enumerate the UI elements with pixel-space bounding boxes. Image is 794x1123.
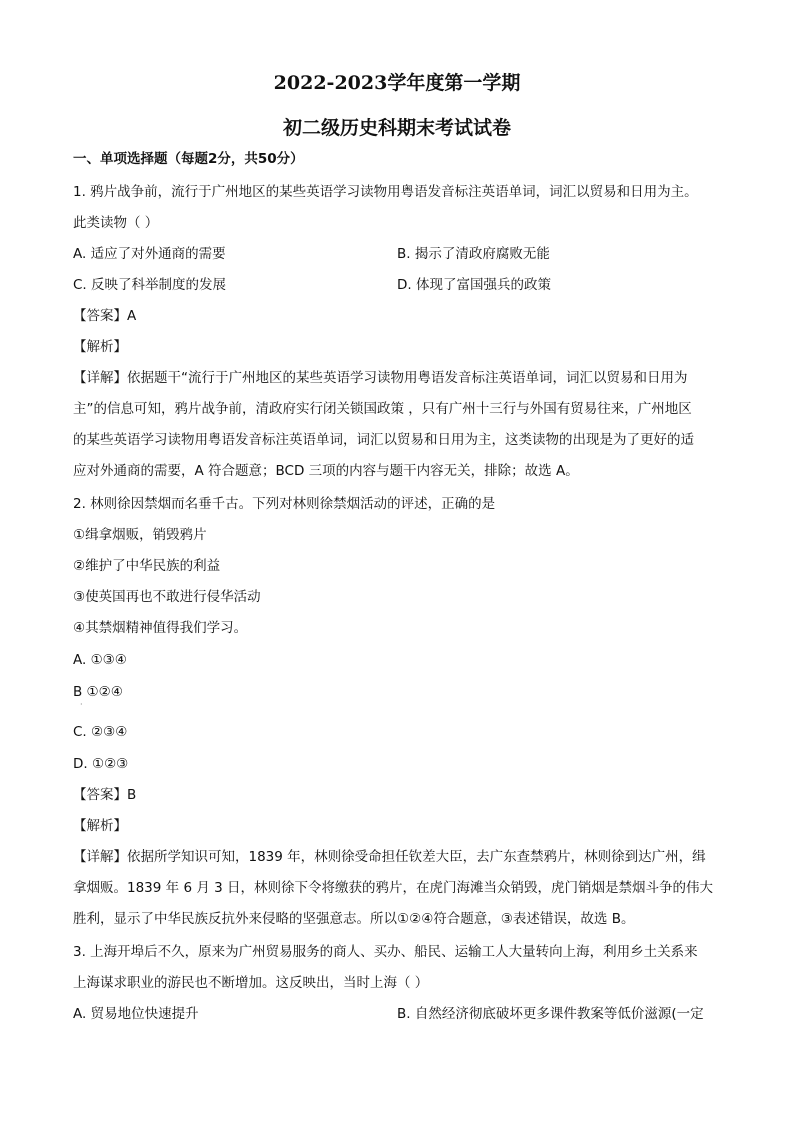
q2-detail-line-1: 【详解】依据所学知识可知，1839 年，林则徐受命担任钦差大臣，去广东查禁鸦片，林则徐到达广州，缉 [73,849,706,865]
q2-option-d: D. ①②③ [73,756,129,772]
q2-item-3: ③使英国再也不敢进行侵华活动 [73,589,261,605]
q1-option-b: B. 揭示了清政府腐败无能 [397,246,550,262]
section-heading: 一、单项选择题（每题2分，共50分） [73,151,304,167]
q2-item-1: ①缉拿烟贩，销毁鸦片 [73,527,207,543]
q2-option-c: C. ②③④ [73,724,128,740]
q1-detail-line-4: 应对外通商的需要，A 符合题意；BCD 三项的内容与题干内容无关，排除；故选 A。 [73,463,579,479]
q1-detail-line-3: 的某些英语学习读物用粤语发音标注英语单词，词汇以贸易和日用为主，这类读物的出现是为了更好的适 [73,432,694,448]
q3-option-a: A. 贸易地位快速提升 [73,1006,199,1022]
q2-item-4: ④其禁烟精神值得我们学习。 [73,620,248,636]
q2-option-a: A. ①③④ [73,652,127,668]
q1-stem-line-1: 1. 鸦片战争前，流行于广州地区的某些英语学习读物用粤语发音标注英语单词，词汇以贸易和日用为主。 [73,184,698,200]
q1-detail-line-2: 主”的信息可知，鸦片战争前，清政府实行闭关锁国政策 ，只有广州十三行与外国有贸易往来，广州地区 [73,401,692,417]
q2-option-b: B ①②④ [73,684,123,700]
q3-stem-line-2: 上海谋求职业的游民也不断增加。这反映出，当时上海（ ） [73,975,429,991]
q2-answer: 【答案】B [73,787,137,803]
q2-item-2: ②维护了中华民族的利益 [73,558,221,574]
title-line-1: 2022-2023学年度第一学期 [273,72,521,94]
q1-detail-line-1: 【详解】依据题干“流行于广州地区的某些英语学习读物用粤语发音标注英语单词，词汇以贸易和日用为 [73,370,688,386]
q1-option-d: D. 体现了富国强兵的政策 [397,277,551,293]
stray-dot: · [80,700,83,709]
q2-analysis-label: 【解析】 [73,818,127,834]
q1-option-a: A. 适应了对外通商的需要 [73,246,226,262]
q3-stem-line-1: 3. 上海开埠后不久，原来为广州贸易服务的商人、买办、船民、运输工人大量转向上海，利用乡土关系来 [73,944,698,960]
title-line-2: 初二级历史科期末考试试卷 [282,117,511,139]
q1-stem-line-2: 此类读物（ ） [73,215,159,231]
q3-option-b: B. 自然经济彻底破坏更多课件教案等低价滋源(一定 [397,1006,704,1022]
q1-option-c: C. 反映了科举制度的发展 [73,277,227,293]
q2-stem: 2. 林则徐因禁烟而名垂千古。下列对林则徐禁烟活动的评述，正确的是 [73,496,496,512]
q2-detail-line-3: 胜利，显示了中华民族反抗外来侵略的坚强意志。所以①②④符合题意，③表述错误，故选 B。 [73,911,635,927]
q1-answer: 【答案】A [73,308,137,324]
q1-analysis-label: 【解析】 [73,339,127,355]
q2-detail-line-2: 拿烟贩。1839 年 6 月 3 日，林则徐下令将缴获的鸦片，在虎门海滩当众销毁，虎门销烟是禁烟斗争的伟大 [73,880,713,896]
